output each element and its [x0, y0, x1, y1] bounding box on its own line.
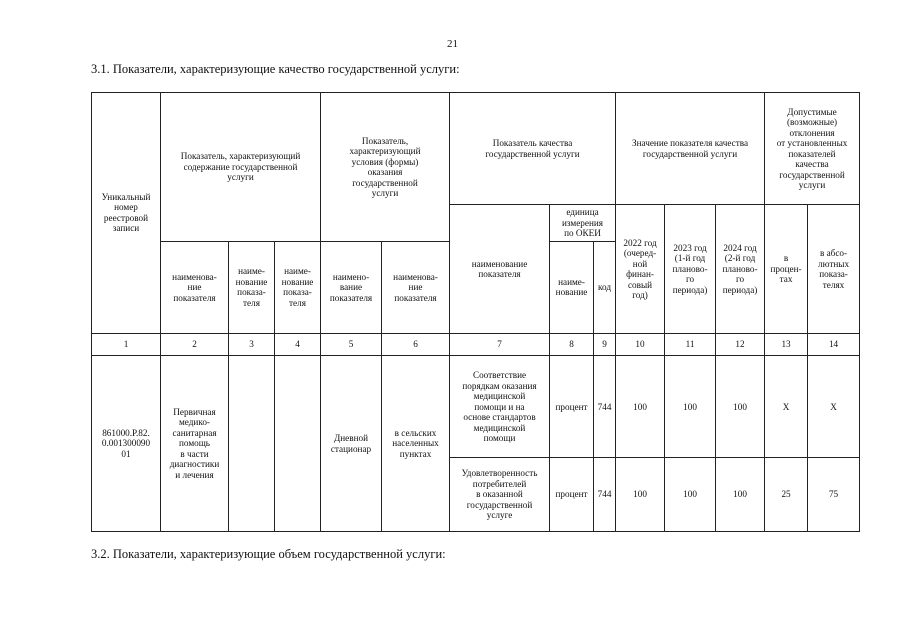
column-number: 14 — [808, 333, 860, 355]
column-number: 10 — [616, 333, 665, 355]
record-unique-number: 861000.Р.82. 0.001300090 01 — [92, 356, 161, 532]
column-number: 5 — [321, 333, 382, 355]
header-okei-code: код — [594, 242, 616, 334]
row-deviation-percent: Х — [765, 356, 808, 458]
header-okei-name: наиме- нование — [550, 242, 594, 334]
row-deviation-absolute: Х — [808, 356, 860, 458]
header-sub-col-4: наиме- нование показа- теля — [275, 242, 321, 334]
row-deviation-percent: 25 — [765, 458, 808, 532]
header-sub-col-3: наиме- нование показа- теля — [229, 242, 275, 334]
header-deviations: Допустимые (возможные) отклонения от установленных показателей качества государственной услуги — [765, 93, 860, 205]
header-year-2022: 2022 год (очеред- ной финан- совый год) — [616, 205, 665, 334]
record-condition-2: в сельских населенных пунктах — [382, 356, 450, 532]
row-unit-name: процент — [550, 458, 594, 532]
column-number: 6 — [382, 333, 450, 355]
header-quality-indicator: Показатель качества государственной услуги — [450, 93, 616, 205]
row-unit-code: 744 — [594, 356, 616, 458]
header-sub-col-5: наимено- вание показателя — [321, 242, 382, 334]
column-number: 4 — [275, 333, 321, 355]
column-number: 3 — [229, 333, 275, 355]
row-indicator-name: Удовлетворенность потребителей в оказанной государственной услуге — [450, 458, 550, 532]
row-value-2022: 100 — [616, 356, 665, 458]
column-number: 13 — [765, 333, 808, 355]
column-number: 7 — [450, 333, 550, 355]
row-value-2022: 100 — [616, 458, 665, 532]
quality-indicators-table — [91, 92, 860, 532]
section-3-2-title: 3.2. Показатели, характеризующие объем государственной услуги: — [91, 547, 446, 561]
column-number: 1 — [92, 333, 161, 355]
header-quality-value: Значение показателя качества государственной услуги — [616, 93, 765, 205]
section-3-1-title: 3.1. Показатели, характеризующие качество государственной услуги: — [91, 62, 460, 76]
header-year-2024: 2024 год (2-й год планово- го периода) — [716, 205, 765, 334]
row-unit-code: 744 — [594, 458, 616, 532]
header-conditions-indicator: Показатель, характеризующий условия (формы) оказания государственной услуги — [321, 93, 450, 242]
row-value-2023: 100 — [665, 356, 716, 458]
page-number: 21 — [447, 38, 458, 50]
header-content-indicator: Показатель, характеризующий содержание государственной услуги — [161, 93, 321, 242]
row-unit-name: процент — [550, 356, 594, 458]
record-condition-1: Дневной стационар — [321, 356, 382, 532]
header-deviation-absolute: в абсо- лютных показа- телях — [808, 205, 860, 334]
column-number: 12 — [716, 333, 765, 355]
header-unique-number: Уникальный номер реестровой записи — [92, 93, 161, 334]
row-value-2024: 100 — [716, 356, 765, 458]
column-number: 8 — [550, 333, 594, 355]
record-content-indicator-2 — [229, 356, 275, 532]
header-okei-unit: единица измерения по ОКЕИ — [550, 205, 616, 242]
column-number: 2 — [161, 333, 229, 355]
row-value-2023: 100 — [665, 458, 716, 532]
header-sub-col-2: наименова- ние показателя — [161, 242, 229, 334]
record-content-indicator-3 — [275, 356, 321, 532]
row-deviation-absolute: 75 — [808, 458, 860, 532]
header-indicator-name: наименование показателя — [450, 205, 550, 334]
table-row — [92, 356, 860, 458]
row-value-2024: 100 — [716, 458, 765, 532]
column-number: 11 — [665, 333, 716, 355]
header-sub-col-6: наименова- ние показателя — [382, 242, 450, 334]
column-numbers-row — [92, 333, 860, 355]
header-deviation-percent: в процен- тах — [765, 205, 808, 334]
record-content-indicator-1: Первичная медико- санитарная помощь в части диагностики и лечения — [161, 356, 229, 532]
column-number: 9 — [594, 333, 616, 355]
header-year-2023: 2023 год (1-й год планово- го периода) — [665, 205, 716, 334]
row-indicator-name: Соответствие порядкам оказания медицинской помощи и на основе стандартов медицинской помощи — [450, 356, 550, 458]
